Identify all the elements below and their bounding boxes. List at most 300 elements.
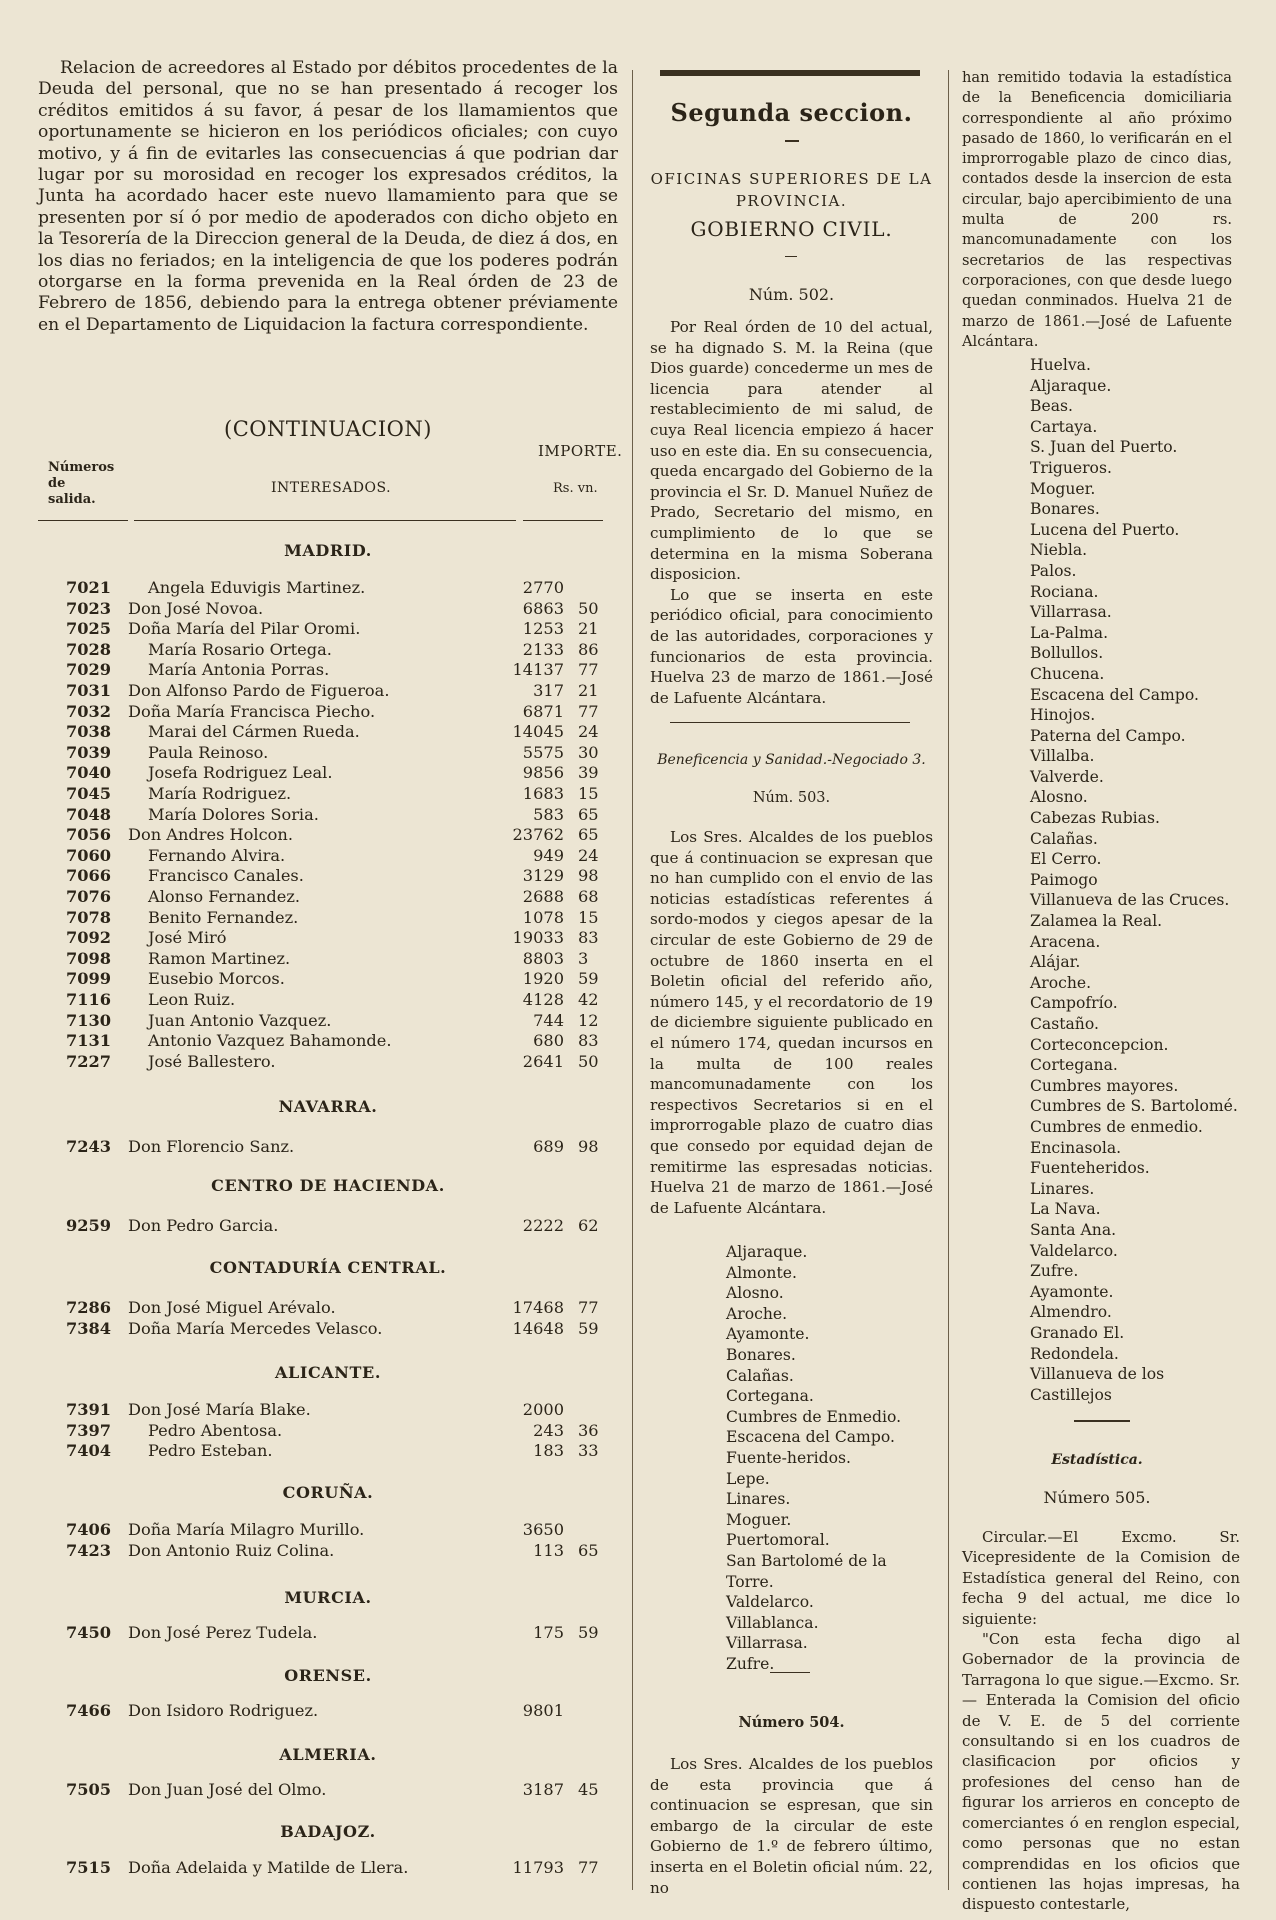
ledger-cents: 59 (578, 1318, 599, 1338)
ledger-row (38, 1319, 618, 1339)
ledger-cents: 77 (578, 660, 599, 680)
city-heading: ALMERIA. (279, 1745, 377, 1764)
pueblo-item: Villarrasa. (726, 1634, 808, 1653)
ledger-cents: 50 (578, 1051, 599, 1071)
ledger-number: 7025 (66, 619, 112, 639)
ledger-amount: 583 (533, 804, 564, 824)
ledger-name: Don Isidoro Rodriguez. (128, 1701, 319, 1720)
ledger-number: 7092 (66, 928, 112, 948)
ledger-name: Paula Reinoso. (148, 742, 269, 762)
ledger-name: Doña María Milagro Murillo. (128, 1520, 365, 1539)
paragraph-505-a: Circular.—El Excmo. Sr. Vicepresidente de la Comision de Estadística general del Reino, con fecha 9 del actual, me dice lo siguiente: (962, 1528, 1240, 1628)
ledger-amount: 23762 (512, 825, 564, 845)
ledger-amount: 17468 (512, 1298, 564, 1317)
pueblo-item: Puertomoral. (726, 1531, 830, 1550)
ledger-number: 7023 (66, 598, 112, 618)
ledger-cents: 21 (578, 619, 599, 639)
oficinas-heading: OFICINAS SUPERIORES DE LA PROVINCIA. (650, 170, 933, 210)
ledger-amount: 183 (533, 1441, 564, 1461)
ledger-amount: 3129 (522, 866, 564, 886)
ledger-row (38, 763, 618, 783)
paragraph-502 (650, 317, 933, 708)
rule (670, 722, 910, 723)
ledger-number: 7048 (66, 804, 112, 824)
ledger-amount: 2222 (522, 1216, 564, 1235)
ledger-number: 7391 (66, 1400, 112, 1419)
ledger-amount: 14648 (512, 1318, 564, 1338)
pueblo-item: Trigueros. (1030, 458, 1112, 477)
pueblos-list-503 (726, 1242, 933, 1674)
ledger-amount: 1683 (522, 784, 564, 803)
ledger-name: Angela Eduvigis Martinez. (148, 578, 366, 597)
city-heading: CORUÑA. (282, 1483, 374, 1502)
header-interesados: INTERESADOS. (271, 480, 392, 496)
pueblo-item: Niebla. (1030, 541, 1088, 560)
ledger-row (38, 990, 618, 1010)
ledger-number: 7404 (66, 1441, 112, 1461)
pueblo-item: Fuenteheridos. (1030, 1159, 1150, 1178)
ledger-number: 7076 (66, 887, 112, 906)
ledger-number: 7450 (66, 1623, 112, 1642)
ledger-amount: 1253 (522, 619, 564, 639)
ledger-name: Alonso Fernandez. (148, 887, 301, 906)
city-heading: BADAJOZ. (280, 1822, 376, 1841)
ledger-cents: 77 (578, 1858, 599, 1877)
ledger-number: 7078 (66, 907, 112, 927)
pueblo-item: Cabezas Rubias. (1030, 809, 1160, 828)
paragraph-504-text: Los Sres. Alcaldes de los pueblos de esta provincia que á continuacion se espresan, que sin embargo de la circular de este Gobierno de 1.º de febrero último, inserta en el Boletin oficial núm. 22, no (650, 1755, 933, 1897)
ledger-number: 7056 (66, 825, 112, 845)
ledger-number: 7243 (66, 1137, 112, 1156)
ledger-row (38, 1441, 618, 1461)
pueblo-item: Redondela. (1030, 1344, 1119, 1363)
pueblo-item: Aljaraque. (726, 1243, 808, 1261)
pueblo-item: Hinojos. (1030, 706, 1096, 725)
ledger-row (38, 1701, 618, 1721)
ledger-amount: 949 (533, 845, 564, 865)
ledger-number: 7466 (66, 1701, 112, 1720)
ledger-name: Don Florencio Sanz. (128, 1137, 295, 1156)
ledger-cents: 59 (578, 1623, 599, 1642)
ledger-number: 7028 (66, 639, 112, 659)
ledger-amount: 19033 (512, 928, 564, 948)
ledger-name: María Rodriguez. (148, 784, 292, 803)
ledger-number: 7031 (66, 681, 112, 700)
ledger-name: Juan Antonio Vazquez. (148, 1010, 332, 1030)
header-rule (38, 520, 128, 521)
city-heading: NAVARRA. (278, 1097, 378, 1116)
pueblo-item: La-Palma. (1030, 623, 1109, 642)
ledger-row (38, 681, 618, 701)
section-title: Segunda seccion. (670, 98, 913, 127)
ledger-number: 7227 (66, 1051, 112, 1071)
ledger-row (38, 660, 618, 680)
pueblo-item: Villalba. (1030, 747, 1095, 766)
pueblo-item: S. Juan del Puerto. (1030, 438, 1178, 457)
paragraph-503-text: Los Sres. Alcaldes de los pueblos que á continuacion se expresan que no han cumplido con el envio de las noticias estadísticas referentes á sordo-modos y ciegos apesar de la circular de este Gobierno de 29 de octubre de 1860 inserta en el Boletin oficial del referido año, número 145, y el recordatorio de 19 de diciembre siguiente publicado en el número 174, quedan incursos en la multa de 100 reales mancomunadamente con los respectivos Secretarios si en el improrrogable plazo de cuatro dias que consedo por equidad dejan de remitirme las espresadas noticias. Huelva 21 de marzo de 1861.—José de Lafuente Alcántara. (650, 828, 933, 1217)
ledger-name: Doña Adelaida y Matilde de Llera. (128, 1858, 409, 1877)
ledger-amount: 9856 (522, 763, 564, 783)
pueblo-item: Moguer. (1030, 479, 1096, 498)
pueblo-item: Aljaraque. (1030, 376, 1112, 395)
pueblo-item: Almendro. (1030, 1303, 1112, 1322)
paragraph-503 (650, 827, 933, 1218)
ledger-row (38, 969, 618, 989)
ledger-name: Don Juan José del Olmo. (128, 1780, 327, 1799)
ledger-name: Doña María Francisca Piecho. (128, 701, 376, 721)
pueblo-item: Huelva. (1030, 356, 1091, 374)
ledger-amount: 9801 (522, 1701, 564, 1720)
pueblo-item: Moguer. (726, 1510, 792, 1529)
city-heading: ALICANTE. (275, 1363, 381, 1382)
pueblo-item: Cortegana. (726, 1387, 814, 1406)
pueblo-item: Zufre. (726, 1654, 775, 1673)
ledger-number: 7066 (66, 866, 112, 886)
pueblo-item: Campofrío. (1030, 994, 1118, 1013)
pueblo-item: Granado El. (1030, 1323, 1125, 1342)
intro-paragraph (38, 58, 618, 336)
pueblo-item: Corteconcepcion. (1030, 1035, 1169, 1054)
ledger-cents: 39 (578, 763, 599, 783)
ledger-row (38, 1052, 618, 1072)
pueblo-item: Ayamonte. (726, 1325, 810, 1344)
pueblo-item: Bonares. (726, 1345, 796, 1364)
ledger-name: Don Pedro Garcia. (128, 1216, 279, 1235)
pueblo-item: Calañas. (726, 1366, 794, 1385)
pueblo-item: Ayamonte. (1030, 1282, 1114, 1301)
ledger-row (38, 1623, 618, 1643)
ledger-row (38, 640, 618, 660)
gobierno-heading: GOBIERNO CIVIL. (690, 217, 893, 241)
ledger-name: Benito Fernandez. (148, 907, 299, 927)
ledger-row (38, 908, 618, 928)
ledger-number: 7039 (66, 742, 112, 762)
pueblo-item: San Bartolomé de la Torre. (726, 1551, 887, 1591)
ledger-name: Pedro Abentosa. (148, 1420, 283, 1440)
pueblo-item: Alosno. (1030, 788, 1088, 807)
pueblo-item: Almonte. (726, 1263, 797, 1282)
pueblos-list-504 (1030, 355, 1248, 1405)
ledger-amount: 175 (533, 1623, 564, 1642)
ledger-cents: 24 (578, 845, 599, 865)
ledger-number: 7423 (66, 1540, 112, 1560)
ledger-name: Don José Miguel Arévalo. (128, 1298, 336, 1317)
ledger-cents: 65 (578, 1540, 599, 1560)
header-importe: IMPORTE. (538, 442, 623, 460)
ledger-cents: 83 (578, 1031, 599, 1051)
ledger-amount: 5575 (522, 742, 564, 762)
ledger-row (38, 1858, 618, 1878)
ledger-name: Doña María Mercedes Velasco. (128, 1318, 383, 1338)
ledger-cents: 62 (578, 1216, 599, 1235)
ledger-cents: 45 (578, 1780, 599, 1799)
ledger-row (38, 702, 618, 722)
pueblo-item: Lucena del Puerto. (1030, 520, 1180, 539)
dash (785, 140, 799, 142)
ledger-amount: 11793 (512, 1858, 564, 1877)
ledger-cents: 68 (578, 887, 599, 906)
ledger-cents: 77 (578, 1298, 599, 1317)
pueblo-item: Paimogo (1030, 870, 1098, 889)
ledger-number: 7397 (66, 1420, 112, 1440)
pueblo-item: Palos. (1030, 561, 1077, 580)
pueblo-item: Zufre. (1030, 1262, 1079, 1281)
pueblo-item: Chucena. (1030, 664, 1105, 683)
ledger-cents: 12 (578, 1010, 599, 1030)
pueblo-item: Cumbres de enmedio. (1030, 1117, 1203, 1136)
ledger-number: 7021 (66, 578, 112, 597)
ledger-name: Fernando Alvira. (148, 845, 286, 865)
pueblo-item: Aroche. (1030, 973, 1092, 992)
pueblo-item: Villanueva de los Castillejos (1030, 1365, 1165, 1404)
ledger-number: 7040 (66, 763, 112, 783)
paragraph-505 (962, 1527, 1240, 1915)
pueblo-item: La Nava. (1030, 1200, 1101, 1219)
ledger-name: Marai del Cármen Rueda. (148, 722, 360, 742)
ledger-number: 7406 (66, 1520, 112, 1539)
dash (785, 256, 797, 257)
city-heading: CENTRO DE HACIENDA. (211, 1176, 445, 1195)
pueblo-item: Castaño. (1030, 1015, 1099, 1033)
ledger-cents: 42 (578, 990, 599, 1009)
ledger-amount: 6871 (522, 701, 564, 721)
pueblo-item: Cumbres de S. Bartolomé. (1030, 1097, 1238, 1116)
ledger-name: Don José Perez Tudela. (128, 1623, 318, 1642)
ledger-number: 7131 (66, 1031, 112, 1051)
pueblo-item: Beas. (1030, 397, 1073, 416)
ledger-cents: 24 (578, 722, 599, 742)
pueblo-item: Calañas. (1030, 829, 1098, 848)
pueblo-item: Aroche. (726, 1304, 788, 1323)
ledger-name: Don Antonio Ruiz Colina. (128, 1540, 335, 1560)
ledger-cents: 33 (578, 1441, 599, 1461)
intro-text: Relacion de acreedores al Estado por débitos procedentes de la Deuda del personal, que no se han presentado á recoger los créditos emitidos á su favor, á pesar de los llamamientos que oportunamente se hicieron en los periódicos oficiales; con cuyo motivo, y á fin de evitarles las consecuencias á que podrian dar lugar por su morosidad en recoger los expresados créditos, la Junta ha acordado hacer este nuevo llamamiento para que se presenten por sí ó por medio de apoderados con dicho objeto en la Tesorería de la Direccion general de la Deuda, de diez á dos, en los dias no feriados; en la inteligencia de que los poderes podrán otorgarse en la forma prevenida en la Real órden de 23 de Febrero de 1856, debiendo para la entrega obtener préviamente en el Departamento de Liquidacion la factura correspondiente. (38, 58, 618, 335)
ledger-amount: 113 (533, 1540, 564, 1560)
pueblo-item: Linares. (726, 1490, 791, 1509)
ledger-number: 7505 (66, 1780, 112, 1799)
city-heading: MURCIA. (284, 1588, 372, 1607)
pueblo-item: Villarrasa. (1030, 603, 1112, 622)
ledger-name: Leon Ruiz. (148, 990, 236, 1009)
ledger-name: Pedro Esteban. (148, 1441, 273, 1461)
ledger-amount: 14045 (512, 722, 564, 742)
ledger-row (38, 1780, 618, 1800)
ledger-name: Don José María Blake. (128, 1400, 311, 1419)
pueblo-item: Fuente-heridos. (726, 1448, 851, 1467)
pueblo-item: Villanueva de las Cruces. (1030, 891, 1230, 910)
ledger-number: 7099 (66, 969, 112, 989)
pueblo-item: Bollullos. (1030, 644, 1104, 663)
ledger-number: 7286 (66, 1298, 112, 1317)
ledger-amount: 4128 (522, 990, 564, 1009)
pueblo-item: Escacena del Campo. (1030, 685, 1199, 704)
ledger-row (38, 743, 618, 763)
ledger-row (38, 722, 618, 742)
column-divider (948, 70, 949, 1890)
ledger-amount: 317 (533, 681, 564, 700)
paragraph-502-b: Lo que se inserta en este periódico oficial, para conocimiento de las autoridades, corporaciones y funcionarios de esta provincia. Huelva 23 de marzo de 1861.—José de Lafuente Alcántara. (650, 585, 933, 707)
header-rsvn: Rs. vn. (553, 481, 598, 496)
ledger-cents: 30 (578, 742, 599, 762)
ledger-amount: 3187 (522, 1780, 564, 1799)
ledger-cents: 15 (578, 784, 599, 803)
estadistica-heading: Estadística. (1051, 1452, 1143, 1468)
ledger-number: 7515 (66, 1858, 112, 1877)
pueblo-item: Rociana. (1030, 582, 1099, 601)
pueblo-item: Alosno. (726, 1284, 784, 1303)
ledger-amount: 1920 (522, 969, 564, 989)
city-heading: ORENSE. (284, 1666, 372, 1685)
ledger-amount: 2770 (522, 578, 564, 597)
ledger-row (38, 1011, 618, 1031)
pueblo-item: Bonares. (1030, 500, 1100, 519)
ledger-row (38, 1216, 618, 1236)
ledger-amount: 6863 (522, 598, 564, 618)
ledger-cents: 59 (578, 969, 599, 989)
pueblo-item: Valverde. (1030, 767, 1104, 786)
ledger-cents: 15 (578, 907, 599, 927)
ledger-name: María Antonia Porras. (148, 660, 330, 680)
pueblo-item: Santa Ana. (1030, 1220, 1117, 1239)
ledger-row (38, 578, 618, 598)
ledger-cents: 3 (578, 948, 589, 968)
ledger-row (38, 1421, 618, 1441)
pueblo-item: Cumbres de Enmedio. (726, 1407, 902, 1426)
ledger-amount: 243 (533, 1420, 564, 1440)
header-numeros: Números de salida. (48, 460, 115, 507)
ledger-amount: 680 (533, 1031, 564, 1051)
beneficencia-heading: Beneficencia y Sanidad.-Negociado 3. (657, 752, 926, 768)
ledger-name: Don Alfonso Pardo de Figueroa. (128, 681, 390, 700)
ledger-name: Don José Novoa. (128, 598, 264, 618)
ledger-cents: 98 (578, 1137, 599, 1156)
ledger-number: 7038 (66, 722, 112, 742)
header-rule (523, 520, 603, 521)
ledger-row (38, 1520, 618, 1540)
ledger-cents: 77 (578, 701, 599, 721)
pueblo-item: Aracena. (1030, 932, 1101, 951)
ledger-row (38, 619, 618, 639)
ledger-name: Josefa Rodriguez Leal. (148, 763, 333, 783)
pueblo-item: Cortegana. (1030, 1056, 1118, 1075)
paragraph-504-cont (962, 68, 1232, 352)
pueblo-item: Villablanca. (726, 1613, 819, 1632)
paragraph-504-cont-text: han remitido todavia la estadística de la Beneficencia domiciliaria correspondiente al año próximo pasado de 1860, lo verificarán en el improrrogable plazo de cinco dias, contados desde la insercion de esta circular, bajo apercibimiento de una multa de 200 rs. mancomunadamente con los secretarios de las respectivas corporaciones, con que desde luego quedan conminados. Huelva 21 de marzo de 1861.—José de Lafuente Alcántara. (962, 69, 1232, 350)
ledger-row (38, 805, 618, 825)
pueblo-item: Cartaya. (1030, 417, 1098, 436)
paragraph-504 (650, 1754, 933, 1898)
ledger-cents: 36 (578, 1420, 599, 1440)
ledger-name: Eusebio Morcos. (148, 969, 285, 989)
ledger-row (38, 784, 618, 804)
num-505: Número 505. (1043, 1488, 1151, 1507)
ledger-amount: 2000 (522, 1400, 564, 1419)
paragraph-505-b: "Con esta fecha digo al Gobernador de la provincia de Tarragona lo que sigue.—Excmo. Sr.— Enterada la Comision del oficio de V. E. de 5 del corriente consultando si en los cuadros de clasificacion por oficios y profesiones del censo han de figurar los arrieros en concepto de comerciantes ó en renglon especial, como personas que no estan comprendidas en los oficios que contienen las hojas impresas, ha dispuesto contestarle, (962, 1630, 1240, 1914)
ledger-name: Don Andres Holcon. (128, 825, 293, 845)
pueblo-item: Alájar. (1030, 953, 1081, 972)
ledger-name: José Miró (148, 928, 227, 948)
ledger-name: Ramon Martinez. (148, 948, 291, 968)
ledger-number: 7029 (66, 660, 112, 680)
num-503: Núm. 503. (752, 790, 831, 806)
ledger-number: 7098 (66, 948, 112, 968)
ledger-number: 7032 (66, 701, 112, 721)
ledger-amount: 1078 (522, 907, 564, 927)
ledger-number: 9259 (66, 1216, 112, 1235)
num-504: Número 504. (738, 1714, 845, 1731)
ledger-number: 7045 (66, 784, 112, 803)
pueblo-item: Valdelarco. (1030, 1241, 1118, 1260)
city-heading: CONTADURÍA CENTRAL. (209, 1258, 447, 1277)
ledger-amount: 2688 (522, 887, 564, 906)
ledger-row (38, 928, 618, 948)
ledger-name: Antonio Vazquez Bahamonde. (148, 1031, 392, 1051)
column-divider (632, 70, 633, 1890)
ledger-amount: 3650 (522, 1520, 564, 1539)
ledger-row (38, 949, 618, 969)
ledger-row (38, 866, 618, 886)
ledger-cents: 50 (578, 598, 599, 618)
ledger-amount: 2641 (522, 1051, 564, 1071)
dash (1074, 1420, 1130, 1422)
pueblo-item: Encinasola. (1030, 1138, 1122, 1157)
ledger-row (38, 825, 618, 845)
ledger-name: María Dolores Soria. (148, 804, 319, 824)
continuacion-heading: (CONTINUACION) (224, 417, 432, 441)
pueblo-item: Escacena del Campo. (726, 1428, 895, 1447)
paragraph-502-a: Por Real órden de 10 del actual, se ha dignado S. M. la Reina (que Dios guarde) concederme un mes de licencia para atender al restablecimiento de mi salud, de cuya Real licencia empiezo á hacer uso en este dia. En su consecuencia, queda encargado del Gobierno de la provincia el Sr. D. Manuel Nuñez de Prado, Secretario del mismo, en cumplimiento de lo que se determina en la misma Soberana disposicion. (650, 318, 933, 584)
ledger-row (38, 887, 618, 907)
ledger-number: 7060 (66, 845, 112, 865)
city-heading: MADRID. (284, 541, 372, 560)
num-502: Núm. 502. (748, 285, 835, 304)
pueblo-item: Lepe. (726, 1469, 770, 1488)
ledger-row (38, 846, 618, 866)
ledger-amount: 8803 (522, 948, 564, 968)
ledger-cents: 65 (578, 804, 599, 824)
pueblo-item: Linares. (1030, 1179, 1095, 1198)
ledger-name: María Rosario Ortega. (148, 639, 332, 659)
ledger-amount: 689 (533, 1137, 564, 1156)
pueblo-item: Cumbres mayores. (1030, 1076, 1179, 1095)
pueblo-item: Zalamea la Real. (1030, 912, 1163, 931)
pueblo-item: Valdelarco. (726, 1593, 814, 1612)
ledger-cents: 21 (578, 681, 599, 700)
ledger-amount: 14137 (512, 660, 564, 680)
ledger-row (38, 1298, 618, 1318)
header-rule (134, 520, 516, 521)
ledger-cents: 83 (578, 928, 599, 948)
ledger-name: Francisco Canales. (148, 866, 304, 886)
section-top-rule (660, 70, 920, 76)
pueblo-item: Paterna del Campo. (1030, 726, 1186, 745)
dash (770, 1672, 810, 1673)
ledger-cents: 98 (578, 866, 599, 886)
ledger-row (38, 1137, 618, 1157)
ledger-number: 7116 (66, 990, 112, 1009)
ledger-number: 7130 (66, 1010, 112, 1030)
ledger-name: Doña María del Pilar Oromi. (128, 619, 361, 639)
ledger-row (38, 1541, 618, 1561)
ledger-name: José Ballestero. (148, 1051, 276, 1071)
ledger-number: 7384 (66, 1318, 112, 1338)
ledger-row (38, 1400, 618, 1420)
ledger-amount: 744 (533, 1010, 564, 1030)
ledger-amount: 2133 (522, 639, 564, 659)
ledger-cents: 86 (578, 639, 599, 659)
pueblo-item: El Cerro. (1030, 850, 1102, 869)
ledger-row (38, 1031, 618, 1051)
